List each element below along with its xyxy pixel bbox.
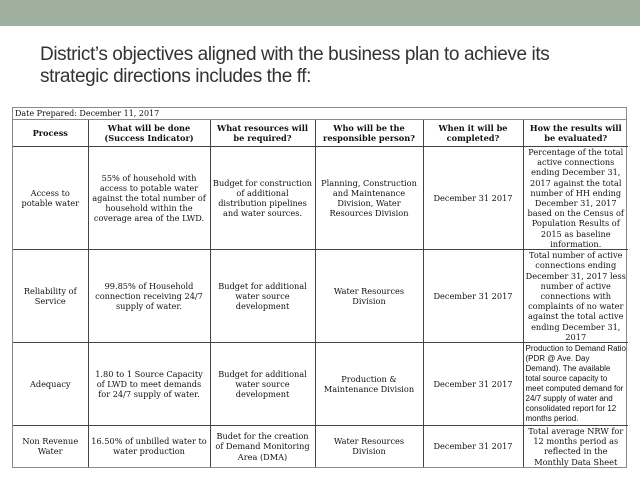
cell-indicator: 1.80 to 1 Source Capacity of LWD to meet demands for 24/7 supply of water. [88, 343, 210, 426]
slide-title [40, 44, 620, 88]
table-row [13, 343, 628, 426]
date-prepared: Date Prepared: December 11, 2017 [13, 108, 626, 120]
cell-indicator: 55% of household with access to potable water against the total number of household within the coverage area of the LWD. [88, 147, 210, 250]
cell-evaluation: Total number of active connections ending December 31, 2017 less number of active connections with complaints of no water against the total active ending December 31, 2017 [523, 250, 628, 343]
cell-evaluation: Percentage of the total active connections ending December 31, 2017 against the total number of HH ending December 31, 2017 based on the Census of Population Results of 2015 as baseline information. [523, 147, 628, 250]
header-success-indicator: What will be done (Success Indicator) [88, 120, 210, 147]
cell-evaluation: Total average NRW for 12 months period as reflected in the Monthly Data Sheet [523, 426, 628, 467]
table-row [13, 147, 628, 250]
cell-responsible: Planning, Construction and Maintenance Division, Water Resources Division [315, 147, 423, 250]
cell-completion: December 31 2017 [423, 343, 523, 426]
header-resources: What resources will be required? [210, 120, 315, 147]
header-responsible: Who will be the responsible person? [315, 120, 423, 147]
cell-process: Reliability of Service [13, 250, 88, 343]
cell-responsible: Production & Maintenance Division [315, 343, 423, 426]
cell-completion: December 31 2017 [423, 147, 523, 250]
header-completion: When it will be completed? [423, 120, 523, 147]
header-process: Process [13, 120, 88, 147]
table-row [13, 250, 628, 343]
cell-completion: December 31 2017 [423, 426, 523, 467]
cell-resources: Budget for additional water source development [210, 343, 315, 426]
header-evaluation: How the results will be evaluated? [523, 120, 628, 147]
cell-resources: Budet for the creation of Demand Monitoring Area (DMA) [210, 426, 315, 467]
cell-completion: December 31 2017 [423, 250, 523, 343]
cell-evaluation: Production to Demand Ratio (PDR @ Ave. Day Demand). The available total source capacity to meet computed demand for 24/7 supply of water and consolidated report for 12 months period. [523, 343, 628, 426]
slide-header-bar [0, 0, 640, 26]
cell-resources: Budget for additional water source development [210, 250, 315, 343]
cell-process: Access to potable water [13, 147, 88, 250]
cell-indicator: 99.85% of Household connection receiving 24/7 supply of water. [88, 250, 210, 343]
cell-responsible: Water Resources Division [315, 250, 423, 343]
slide-title-line-1: District’s objectives aligned with the business plan to achieve its [40, 44, 550, 65]
cell-responsible: Water Resources Division [315, 426, 423, 467]
slide-title-line-2: strategic directions includes the ff: [40, 66, 312, 87]
cell-resources: Budget for construction of additional distribution pipelines and water sources. [210, 147, 315, 250]
cell-process: Non Revenue Water [13, 426, 88, 467]
cell-process: Adequacy [13, 343, 88, 426]
table-header-row [13, 120, 628, 147]
objectives-table-sheet [12, 107, 627, 468]
table-row [13, 426, 628, 467]
cell-indicator: 16.50% of unbilled water to water production [88, 426, 210, 467]
objectives-table [13, 120, 628, 467]
